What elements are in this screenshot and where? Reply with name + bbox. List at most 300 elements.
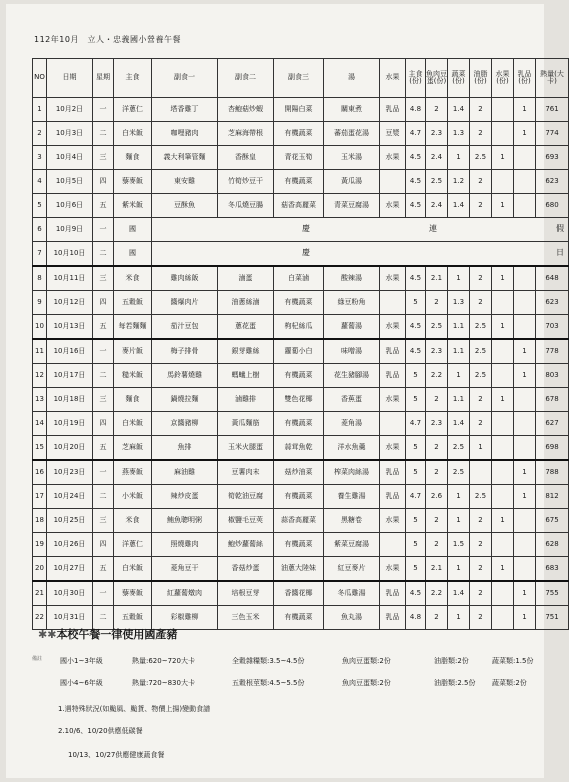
- row-side3: 有機蔬菜: [274, 606, 324, 630]
- row-side3: 有機蔬菜: [274, 122, 324, 146]
- row-veg: 1: [448, 146, 470, 170]
- row-side3: 菇炒油菜: [274, 460, 324, 485]
- row-protein: 2.3: [426, 122, 448, 146]
- row-veg: 1.1: [448, 388, 470, 412]
- menu-row: [33, 581, 569, 606]
- row-kcal: 774: [536, 122, 569, 146]
- row-fruit: [380, 291, 406, 315]
- row-dairy: [514, 266, 536, 291]
- row-dairy: 1: [514, 98, 536, 122]
- row-protein: 2: [426, 388, 448, 412]
- row-side1: 紅蘿蔔燉肉: [152, 581, 218, 606]
- row-staple: 白米飯: [114, 122, 152, 146]
- row-protein: 2.5: [426, 315, 448, 340]
- header-kcal: 熱量(大卡): [536, 59, 569, 98]
- row-veg: 2.5: [448, 436, 470, 461]
- row-kcal: 680: [536, 194, 569, 218]
- row-dairy: [514, 388, 536, 412]
- row-side3: 菇香高麗菜: [274, 194, 324, 218]
- row-weekday: 三: [93, 388, 114, 412]
- row-soup: 黑糖卷: [324, 509, 380, 533]
- row-grains: 4.5: [406, 170, 426, 194]
- row-oil: 2: [470, 194, 492, 218]
- row-protein: 2: [426, 509, 448, 533]
- row-soup: 菱角湯: [324, 412, 380, 436]
- header-no: NO: [33, 59, 47, 98]
- row-oil: 2: [470, 266, 492, 291]
- header-row: [33, 59, 569, 98]
- row-kcal: 761: [536, 98, 569, 122]
- row-fruit: [380, 533, 406, 557]
- row-fruit-portion: [492, 436, 514, 461]
- row-staple: 紫米飯: [114, 194, 152, 218]
- menu-row: [33, 194, 569, 218]
- row-date: 10月24日: [47, 485, 93, 509]
- row-protein: 2.3: [426, 412, 448, 436]
- row-veg: 1.4: [448, 412, 470, 436]
- row-side3: 有機蔬菜: [274, 364, 324, 388]
- row-grains: 5: [406, 291, 426, 315]
- row-veg: 1.4: [448, 194, 470, 218]
- row-soup: 酸辣湯: [324, 266, 380, 291]
- row-dairy: 1: [514, 581, 536, 606]
- row-side2: 三色玉米: [218, 606, 274, 630]
- row-side2: 玉米火腿蛋: [218, 436, 274, 461]
- row-soup: 關東煮: [324, 98, 380, 122]
- row-kcal: 703: [536, 315, 569, 340]
- row-soup: 味噌湯: [324, 339, 380, 364]
- row-no: 4: [33, 170, 47, 194]
- row-veg: 1.1: [448, 339, 470, 364]
- row-date: 10月10日: [47, 242, 93, 267]
- row-no: 22: [33, 606, 47, 630]
- row-staple: 糙米飯: [114, 364, 152, 388]
- row-weekday: 四: [93, 291, 114, 315]
- row-no: 18: [33, 509, 47, 533]
- row-veg: 1: [448, 266, 470, 291]
- holiday-cell: [152, 242, 569, 267]
- row-staple: 燕麥飯: [114, 460, 152, 485]
- row-weekday: 四: [93, 170, 114, 194]
- kcal-lower: 熱量:620~720大卡: [132, 657, 195, 665]
- row-grains: 5: [406, 460, 426, 485]
- row-side2: 黃瓜麵筋: [218, 412, 274, 436]
- header-side2: 副食二: [218, 59, 274, 98]
- row-date: 10月3日: [47, 122, 93, 146]
- row-weekday: 一: [93, 339, 114, 364]
- header-side3: 副食三: [274, 59, 324, 98]
- row-fruit-portion: [492, 485, 514, 509]
- row-no: 8: [33, 266, 47, 291]
- row-fruit-portion: 1: [492, 266, 514, 291]
- menu-row: [33, 557, 569, 582]
- row-kcal: 778: [536, 339, 569, 364]
- row-side3: 有機蔬菜: [274, 485, 324, 509]
- row-weekday: 五: [93, 557, 114, 582]
- header-veg: 蔬菜(份): [448, 59, 470, 98]
- menu-row: [33, 509, 569, 533]
- row-veg: 1.4: [448, 581, 470, 606]
- row-fruit-portion: [492, 98, 514, 122]
- menu-row: [33, 364, 569, 388]
- row-soup: 蘿蔔湯: [324, 315, 380, 340]
- row-dairy: [514, 509, 536, 533]
- holiday-text: 日: [556, 248, 564, 258]
- row-dairy: 1: [514, 122, 536, 146]
- row-side3: 青花玉筍: [274, 146, 324, 170]
- row-weekday: 一: [93, 460, 114, 485]
- row-side2: 竹筍炒豆干: [218, 170, 274, 194]
- row-grains: 4.5: [406, 266, 426, 291]
- notes-section: [32, 626, 542, 759]
- row-grains: 4.5: [406, 581, 426, 606]
- row-soup: 魚丸湯: [324, 606, 380, 630]
- row-side3: 開陽白菜: [274, 98, 324, 122]
- remark-1: 1.遇特殊狀況(如颱風、颱貨、物價上揚)變動食譜: [58, 705, 211, 713]
- row-veg: 1: [448, 364, 470, 388]
- row-grains: 4.7: [406, 412, 426, 436]
- row-side1: 咖哩豬肉: [152, 122, 218, 146]
- row-weekday: 四: [93, 533, 114, 557]
- row-dairy: [514, 194, 536, 218]
- row-grains: 4.7: [406, 485, 426, 509]
- row-date: 10月31日: [47, 606, 93, 630]
- row-veg: 1: [448, 509, 470, 533]
- row-oil: 2: [470, 98, 492, 122]
- row-dairy: 1: [514, 339, 536, 364]
- row-soup: 蕃茄蛋花湯: [324, 122, 380, 146]
- row-fruit: 乳品: [380, 339, 406, 364]
- row-soup: 玉米湯: [324, 146, 380, 170]
- row-fruit: [380, 170, 406, 194]
- row-no: 16: [33, 460, 47, 485]
- row-veg: 1.1: [448, 315, 470, 340]
- row-staple: 每若麵麵: [114, 315, 152, 340]
- holiday-text: 慶: [302, 248, 310, 258]
- row-side2: 芝麻海帶根: [218, 122, 274, 146]
- row-staple: 米食: [114, 509, 152, 533]
- row-oil: 2.5: [470, 364, 492, 388]
- row-date: 10月17日: [47, 364, 93, 388]
- row-dairy: [514, 291, 536, 315]
- menu-row: [33, 339, 569, 364]
- header-fruit-portion: 水果(份): [492, 59, 514, 98]
- row-side2: 香酥皇: [218, 146, 274, 170]
- row-kcal: 788: [536, 460, 569, 485]
- row-veg: 1.4: [448, 98, 470, 122]
- row-dairy: [514, 533, 536, 557]
- row-dairy: [514, 170, 536, 194]
- row-weekday: 二: [93, 606, 114, 630]
- row-fruit: [380, 412, 406, 436]
- row-fruit: 水果: [380, 388, 406, 412]
- row-weekday: 一: [93, 218, 114, 242]
- row-grains: 4.5: [406, 315, 426, 340]
- row-side2: 杏鮑菇炒蝦: [218, 98, 274, 122]
- row-weekday: 一: [93, 98, 114, 122]
- notes-title: ✱✱本校午餐一律使用國產豬: [38, 628, 178, 641]
- row-veg: 1: [448, 557, 470, 582]
- row-no: 10: [33, 315, 47, 340]
- row-protein: 2.2: [426, 364, 448, 388]
- row-fruit-portion: [492, 339, 514, 364]
- row-protein: 2: [426, 533, 448, 557]
- row-grains: 4.5: [406, 194, 426, 218]
- row-side2: 筍乾油豆腐: [218, 485, 274, 509]
- row-no: 11: [33, 339, 47, 364]
- row-side2: 培根豆芽: [218, 581, 274, 606]
- row-oil: 2: [470, 533, 492, 557]
- holiday-text: 慶: [302, 224, 310, 234]
- row-oil: 2: [470, 291, 492, 315]
- header-fruit: 水果: [380, 59, 406, 98]
- row-side1: 鍋燒拉麵: [152, 388, 218, 412]
- row-staple: 米食: [114, 266, 152, 291]
- row-kcal: 751: [536, 606, 569, 630]
- veg-upper: 蔬菜類:2份: [492, 679, 527, 687]
- row-fruit: 乳品: [380, 98, 406, 122]
- remark-2: 2.10/6、10/20供應低碳餐: [58, 727, 143, 735]
- menu-page: [6, 4, 564, 778]
- row-date: 10月11日: [47, 266, 93, 291]
- row-side3: 香醬花椰: [274, 581, 324, 606]
- row-veg: 1.3: [448, 122, 470, 146]
- row-side1: 東安雞: [152, 170, 218, 194]
- row-side3: 有機蔬菜: [274, 170, 324, 194]
- row-staple: 洋蔥仁: [114, 533, 152, 557]
- row-fruit: 水果: [380, 194, 406, 218]
- row-dairy: [514, 146, 536, 170]
- row-veg: 2.5: [448, 460, 470, 485]
- veg-lower: 蔬菜類:1.5份: [492, 657, 534, 665]
- row-oil: 2: [470, 509, 492, 533]
- row-date: 10月16日: [47, 339, 93, 364]
- row-soup: 綠豆粉角: [324, 291, 380, 315]
- oil-lower: 油脂類:2份: [434, 657, 469, 665]
- row-date: 10月13日: [47, 315, 93, 340]
- menu-row: [33, 412, 569, 436]
- row-side3: 油蔥大陸妹: [274, 557, 324, 582]
- row-no: 6: [33, 218, 47, 242]
- row-side2: 香菇炒蛋: [218, 557, 274, 582]
- row-side1: 醬爆肉片: [152, 291, 218, 315]
- row-grains: 4.8: [406, 606, 426, 630]
- row-side2: 豆薯肉末: [218, 460, 274, 485]
- row-kcal: 623: [536, 291, 569, 315]
- row-side1: 京醬豬柳: [152, 412, 218, 436]
- holiday-row: [33, 218, 569, 242]
- row-side3: 白菜滷: [274, 266, 324, 291]
- row-staple: 國: [114, 242, 152, 267]
- row-date: 10月25日: [47, 509, 93, 533]
- row-veg: 1.2: [448, 170, 470, 194]
- menu-row: [33, 460, 569, 485]
- row-grains: 4.7: [406, 122, 426, 146]
- row-fruit: 水果: [380, 436, 406, 461]
- menu-row: [33, 122, 569, 146]
- row-veg: 1: [448, 485, 470, 509]
- grade-upper: 國小4~6年級: [60, 679, 103, 687]
- row-staple: 五穀飯: [114, 606, 152, 630]
- row-kcal: 698: [536, 436, 569, 461]
- row-side3: 有機蔬菜: [274, 291, 324, 315]
- row-side1: 鮪魚聰明粥: [152, 509, 218, 533]
- holiday-text: 假: [556, 224, 564, 234]
- row-weekday: 一: [93, 581, 114, 606]
- row-protein: 2: [426, 291, 448, 315]
- row-staple: 國: [114, 218, 152, 242]
- row-no: 1: [33, 98, 47, 122]
- grade-lower: 國小1~3年級: [60, 657, 103, 665]
- header-oil: 油脂(份): [470, 59, 492, 98]
- row-side2: 滷蛋: [218, 266, 274, 291]
- row-fruit: 水果: [380, 315, 406, 340]
- protein-lower: 魚肉豆蛋類:2份: [342, 657, 391, 665]
- menu-row: [33, 98, 569, 122]
- row-protein: 2: [426, 460, 448, 485]
- menu-row: [33, 146, 569, 170]
- row-weekday: 二: [93, 485, 114, 509]
- menu-row: [33, 436, 569, 461]
- remark-3: 10/13、10/27供應健康蔬食餐: [68, 751, 165, 759]
- row-protein: 2: [426, 98, 448, 122]
- row-no: 17: [33, 485, 47, 509]
- row-oil: 2.5: [470, 485, 492, 509]
- page-title: 112年10月 立人・忠義國小營養午餐: [34, 35, 181, 44]
- row-staple: 藜麥飯: [114, 581, 152, 606]
- row-no: 7: [33, 242, 47, 267]
- row-soup: 榨菜肉絲湯: [324, 460, 380, 485]
- row-staple: 藜麥飯: [114, 170, 152, 194]
- row-weekday: 五: [93, 436, 114, 461]
- row-grains: 4.5: [406, 146, 426, 170]
- menu-row: [33, 266, 569, 291]
- row-no: 21: [33, 581, 47, 606]
- row-side2: 滷雞排: [218, 388, 274, 412]
- menu-row: [33, 291, 569, 315]
- row-kcal: 675: [536, 509, 569, 533]
- row-fruit: 水果: [380, 509, 406, 533]
- row-fruit: 水果: [380, 266, 406, 291]
- row-no: 2: [33, 122, 47, 146]
- row-kcal: 678: [536, 388, 569, 412]
- row-fruit-portion: 1: [492, 509, 514, 533]
- row-fruit: 乳品: [380, 460, 406, 485]
- row-no: 9: [33, 291, 47, 315]
- row-fruit-portion: 1: [492, 388, 514, 412]
- row-fruit-portion: [492, 412, 514, 436]
- row-protein: 2: [426, 436, 448, 461]
- grains-lower: 全穀雜糧類:3.5~4.5份: [232, 657, 305, 665]
- row-date: 10月27日: [47, 557, 93, 582]
- row-dairy: 1: [514, 485, 536, 509]
- row-oil: 2.5: [470, 146, 492, 170]
- row-oil: 2: [470, 581, 492, 606]
- row-soup: 紅豆麥片: [324, 557, 380, 582]
- row-date: 10月2日: [47, 98, 93, 122]
- row-side2: 冬瓜燒豆腸: [218, 194, 274, 218]
- row-no: 19: [33, 533, 47, 557]
- row-side2: 銀芽雞絲: [218, 339, 274, 364]
- notes-label: 備註: [32, 656, 43, 662]
- row-no: 20: [33, 557, 47, 582]
- row-side3: 枸杞絲瓜: [274, 315, 324, 340]
- row-kcal: 755: [536, 581, 569, 606]
- row-date: 10月23日: [47, 460, 93, 485]
- row-date: 10月20日: [47, 436, 93, 461]
- row-date: 10月4日: [47, 146, 93, 170]
- row-fruit: 水果: [380, 557, 406, 582]
- row-side1: 茄汁豆包: [152, 315, 218, 340]
- header-weekday: 星期: [93, 59, 114, 98]
- row-protein: 2: [426, 606, 448, 630]
- row-side1: 雞肉絲飯: [152, 266, 218, 291]
- menu-row: [33, 533, 569, 557]
- row-fruit-portion: [492, 170, 514, 194]
- menu-row: [33, 388, 569, 412]
- row-side2: 油蔥絲滷: [218, 291, 274, 315]
- row-date: 10月18日: [47, 388, 93, 412]
- header-soup: 湯: [324, 59, 380, 98]
- row-fruit-portion: [492, 364, 514, 388]
- row-dairy: [514, 412, 536, 436]
- row-staple: 白米飯: [114, 412, 152, 436]
- row-weekday: 二: [93, 364, 114, 388]
- row-fruit: 乳品: [380, 485, 406, 509]
- row-grains: 4.5: [406, 339, 426, 364]
- row-kcal: 627: [536, 412, 569, 436]
- row-date: 10月6日: [47, 194, 93, 218]
- row-no: 14: [33, 412, 47, 436]
- lunch-menu-table: [32, 58, 569, 630]
- row-soup: 洋水魚羹: [324, 436, 380, 461]
- row-soup: 養生雞湯: [324, 485, 380, 509]
- holiday-text: 連: [429, 224, 437, 234]
- row-oil: 2: [470, 388, 492, 412]
- row-side1: 馬鈴薯燒雞: [152, 364, 218, 388]
- header-staple: 主食: [114, 59, 152, 98]
- row-side1: 豆酥魚: [152, 194, 218, 218]
- row-weekday: 三: [93, 266, 114, 291]
- row-veg: 1.3: [448, 291, 470, 315]
- row-kcal: 628: [536, 533, 569, 557]
- row-weekday: 五: [93, 194, 114, 218]
- row-date: 10月30日: [47, 581, 93, 606]
- row-side3: 蒜香高麗菜: [274, 509, 324, 533]
- row-fruit: 乳品: [380, 606, 406, 630]
- header-grains: 主食(份): [406, 59, 426, 98]
- header-side1: 副食一: [152, 59, 218, 98]
- row-fruit-portion: [492, 291, 514, 315]
- row-kcal: 693: [536, 146, 569, 170]
- row-side1: 麻油雞: [152, 460, 218, 485]
- row-protein: 2.6: [426, 485, 448, 509]
- row-veg: 1.5: [448, 533, 470, 557]
- holiday-cell: [152, 218, 569, 242]
- row-kcal: 812: [536, 485, 569, 509]
- holiday-row: [33, 242, 569, 267]
- header-dairy: 乳品(份): [514, 59, 536, 98]
- menu-row: [33, 315, 569, 340]
- row-staple: 麵食: [114, 146, 152, 170]
- row-oil: 2.5: [470, 315, 492, 340]
- row-oil: 2: [470, 170, 492, 194]
- row-kcal: 683: [536, 557, 569, 582]
- row-staple: 芝麻飯: [114, 436, 152, 461]
- row-fruit-portion: 1: [492, 315, 514, 340]
- row-grains: 5: [406, 436, 426, 461]
- row-grains: 5: [406, 557, 426, 582]
